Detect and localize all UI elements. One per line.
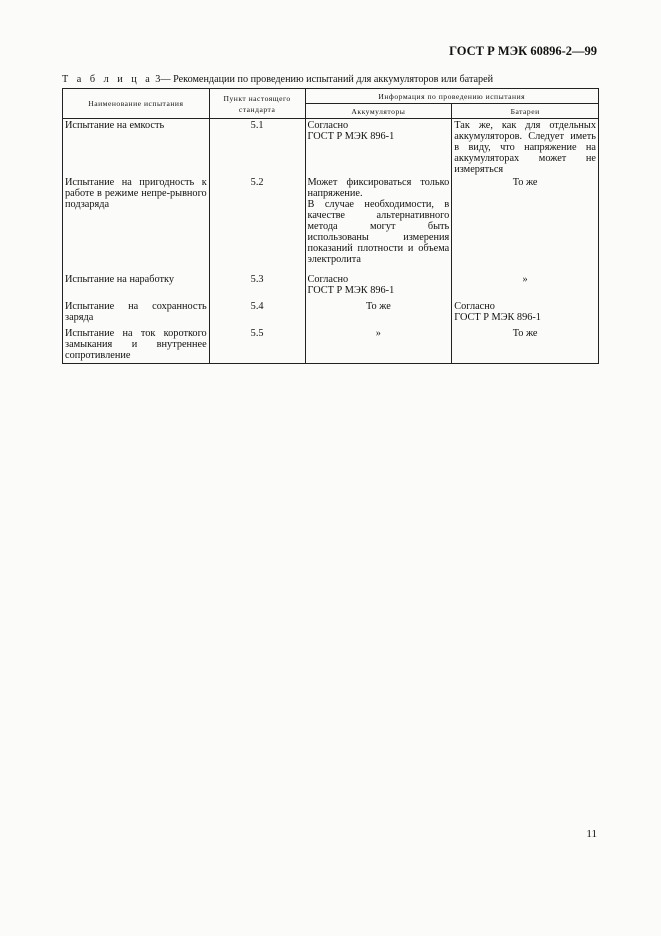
cell-clause: 5.5 (209, 327, 305, 363)
cell-accumulators: » (305, 327, 452, 363)
cell-test-name: Испытание на емкость (63, 119, 210, 177)
cell-clause: 5.3 (209, 273, 305, 300)
cell-accumulators (305, 119, 452, 177)
document-code-header: ГОСТ Р МЭК 60896-2—99 (449, 44, 597, 58)
cell-test-name: Испытание на сохранность заряда (63, 300, 210, 327)
header-accumulators: Аккумуляторы (305, 104, 452, 119)
cell-line: Согласно (307, 120, 349, 131)
cell-batteries: » (452, 273, 599, 300)
cell-test-name: Испытание на наработку (63, 273, 210, 300)
header-test-name: Наименование испытания (63, 89, 210, 119)
cell-line: Согласно (454, 301, 495, 312)
table-caption-prefix: Т а б л и ц а (62, 74, 153, 85)
cell-line: В случае необходимости, в качестве альтернативного метода могут быть использованы измерения показаний плотности и объема электролита (307, 199, 450, 265)
cell-accumulators (305, 176, 452, 273)
cell-clause: 5.2 (209, 176, 305, 273)
cell-line: ГОСТ Р МЭК 896-1 (307, 285, 395, 296)
cell-line: Согласно (307, 274, 349, 285)
cell-test-name: Испытание на ток короткого замыкания и внутреннее сопротивление (63, 327, 210, 363)
table-caption-number: 3 (155, 74, 161, 85)
cell-clause: 5.4 (209, 300, 305, 327)
cell-batteries: Так же, как для отдельных аккумуляторов. Следует иметь в виду, что напряжение на аккумуляторах может не измеряться (452, 119, 599, 177)
cell-line: ГОСТ Р МЭК 896-1 (307, 131, 395, 142)
cell-test-name: Испытание на пригодность к работе в режиме непре-рывного подзаряда (63, 176, 210, 273)
table-caption-text: — Рекомендации по проведению испытаний для аккумуляторов или батарей (160, 74, 494, 85)
cell-clause: 5.1 (209, 119, 305, 177)
cell-accumulators: То же (305, 300, 452, 327)
table-row (63, 176, 599, 273)
header-clause: Пункт настоящего стандарта (209, 89, 305, 119)
table-row (63, 273, 599, 300)
table-row (63, 119, 599, 177)
cell-line: ГОСТ Р МЭК 896-1 (454, 312, 541, 323)
table-caption (62, 74, 493, 85)
cell-accumulators (305, 273, 452, 300)
cell-batteries: То же (452, 176, 599, 273)
cell-batteries (452, 300, 599, 327)
test-recommendations-table (62, 88, 599, 364)
table-row (63, 327, 599, 363)
cell-batteries: То же (452, 327, 599, 363)
table-row (63, 300, 599, 327)
page-number: 11 (586, 828, 597, 840)
header-batteries: Батареи (452, 104, 599, 119)
cell-line: Может фиксироваться только напряжение. (307, 177, 450, 199)
header-info: Информация по проведению испытания (305, 89, 598, 104)
